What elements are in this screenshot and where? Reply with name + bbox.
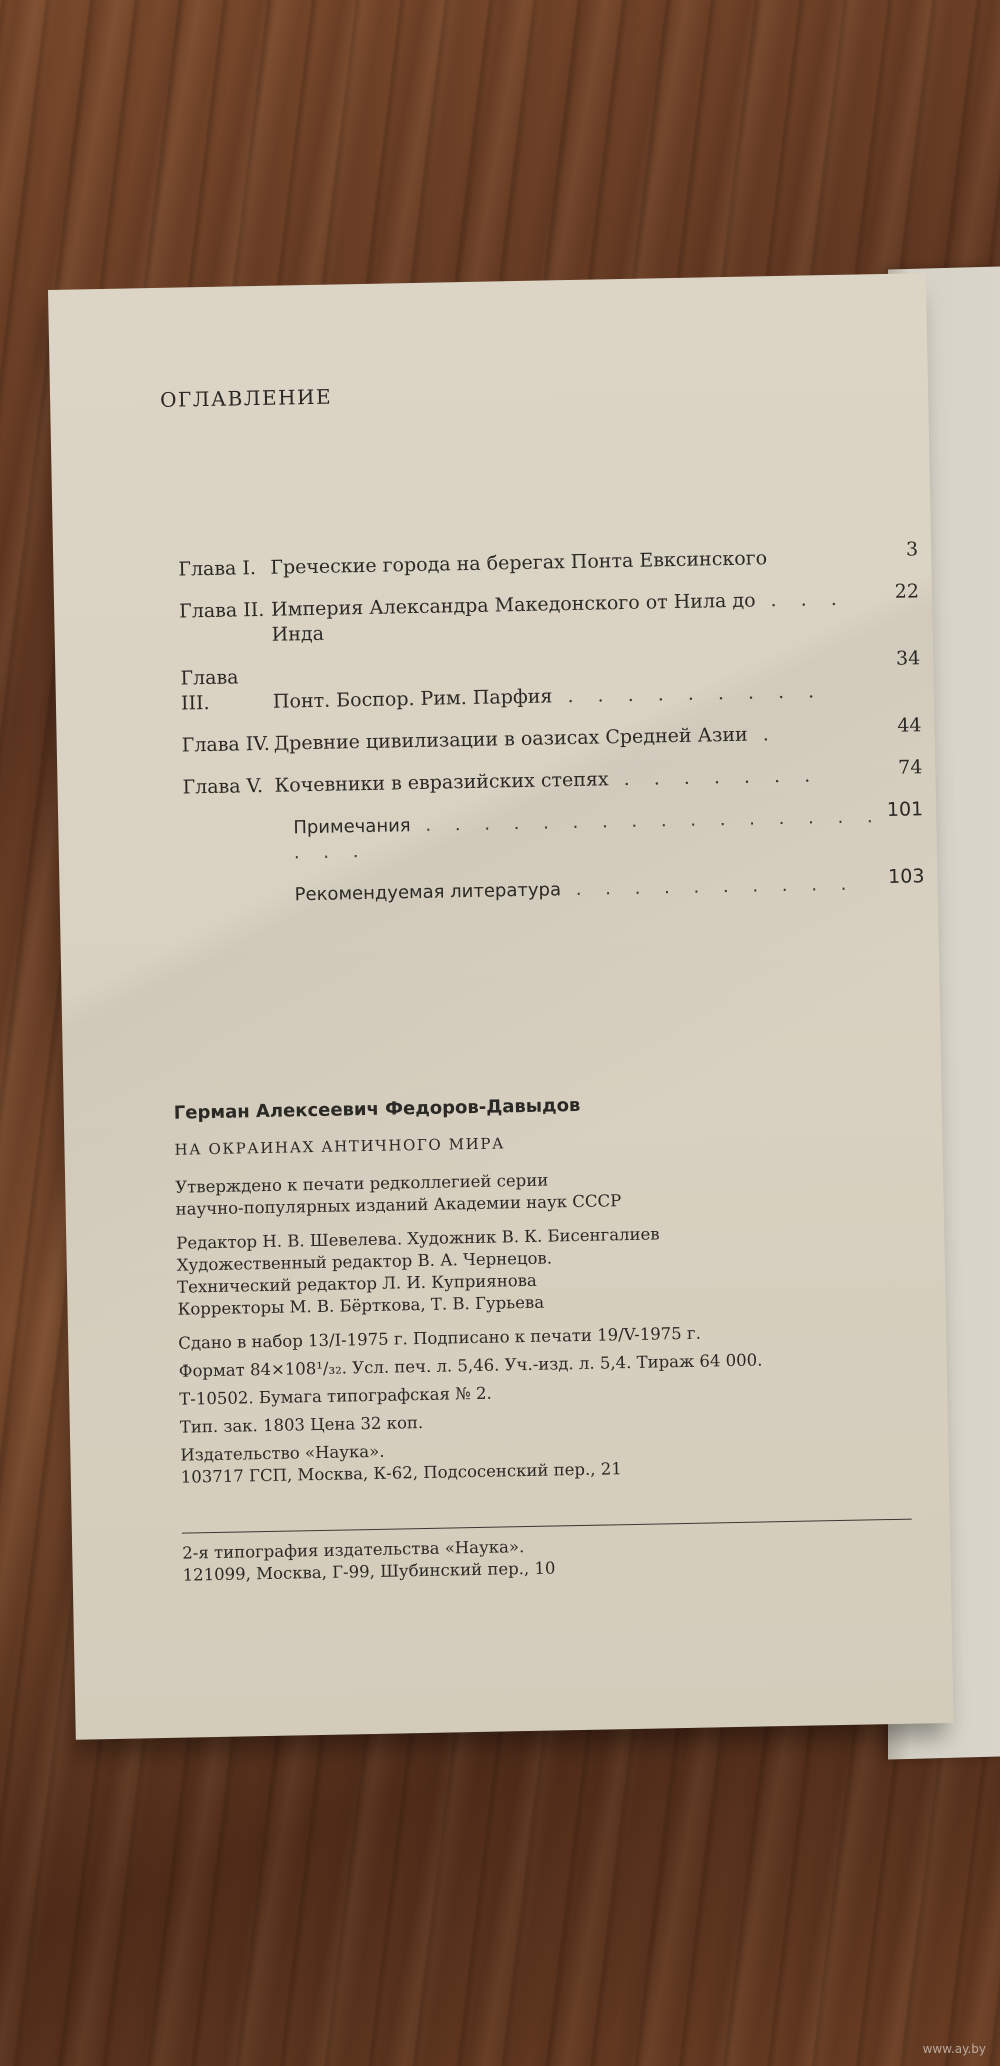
toc-title-continuation: Инда	[271, 622, 325, 646]
book-page	[48, 273, 954, 1740]
printer-block	[182, 1536, 556, 1587]
toc-chapter: Глава III.	[180, 666, 239, 715]
toc-leader-dots: . . . . . . . . . .	[560, 873, 856, 901]
toc-chapter: Глава IV.	[181, 732, 270, 757]
toc-row-3	[180, 647, 921, 717]
toc-heading: ОГЛАВЛЕНИЕ	[159, 384, 333, 412]
toc-title: Рекомендуемая литература	[294, 879, 562, 906]
toc-title: Греческие города на берегах Понта Евксинского	[270, 547, 768, 579]
toc-title: Кочевники в евразийских степях	[274, 768, 609, 797]
toc-title: Понт. Боспор. Рим. Парфия	[272, 685, 553, 713]
publisher-address: 103717 ГСП, Москва, К-62, Подсосенский пер., 21	[180, 1459, 622, 1487]
toc-leader-dots: . . . . . . . . .	[552, 680, 824, 708]
print-details	[178, 1319, 901, 1489]
imprint-block	[174, 1089, 902, 1501]
toc-chapter: Глава V.	[182, 774, 264, 799]
staff-credits	[176, 1219, 898, 1321]
toc-page: 22	[894, 580, 920, 603]
paper-line: Т-10502. Бумага типографская № 2.	[179, 1383, 492, 1409]
divider-rule	[182, 1519, 912, 1534]
toc-row-4	[181, 714, 922, 759]
toc-chapter: Глава I.	[178, 557, 257, 581]
toc-page: 44	[897, 714, 922, 737]
toc-page: 101	[886, 798, 924, 821]
book-title: НА ОКРАИНАХ АНТИЧНОГО МИРА	[174, 1134, 506, 1159]
toc-title: Империя Александра Македонского от Нила до	[270, 589, 756, 621]
toc-chapter: Глава II.	[178, 598, 265, 623]
toc-page: 34	[895, 647, 921, 670]
toc-page: 74	[897, 756, 923, 779]
toc-leader-dots: . . . . . . .	[608, 764, 820, 791]
toc-leader-dots: . . . . . . . . . . . . . . . . . . .	[293, 806, 882, 864]
toc-leader-dots: . . .	[755, 587, 846, 612]
author-name: Герман Алексеевич Федоров-Давыдов	[173, 1094, 581, 1124]
format-line: Формат 84×108¹/₃₂. Усл. печ. л. 5,46. Уч.-изд. л. 5,4. Тираж 64 000.	[178, 1350, 763, 1381]
art-editor-line: Художественный редактор В. А. Чернецов.	[176, 1248, 553, 1275]
printer-line-1: 2-я типография издательства «Наука».	[182, 1537, 525, 1563]
toc-page: 103	[887, 865, 925, 888]
printer-line-2: 121099, Москва, Г-99, Шубинский пер., 10	[182, 1558, 556, 1585]
toc-row-1	[178, 538, 919, 583]
toc-page: 3	[905, 538, 919, 561]
editor-line: Редактор Н. В. Шевелева. Художник В. К. Бисенгалиев	[176, 1224, 660, 1253]
toc-row-5	[182, 756, 923, 801]
toc-row-2	[178, 580, 920, 650]
approval-line-1: Утверждено к печати редколлегией серии	[175, 1170, 549, 1197]
toc-title: Древние цивилизации в оазисах Средней Азии	[273, 723, 748, 755]
toc-row-literature	[184, 865, 925, 910]
correctors-line: Корректоры М. В. Бёрткова, Т. В. Гурьева	[177, 1292, 545, 1319]
submitted-line: Сдано в набор 13/I-1975 г. Подписано к печати 19/V-1975 г.	[178, 1323, 702, 1353]
approval-line-2: научно-популярных изданий Академии наук СССР	[175, 1191, 622, 1219]
publisher-line: Издательство «Наука».	[180, 1441, 385, 1465]
tech-editor-line: Технический редактор Л. И. Куприянова	[176, 1270, 537, 1297]
watermark: www.ay.by	[922, 2042, 986, 2056]
toc-row-notes	[183, 798, 924, 868]
toc-title: Примечания	[293, 815, 411, 839]
approval-note	[175, 1163, 896, 1221]
toc-leader-dots: .	[747, 723, 778, 746]
table-of-contents	[178, 538, 925, 927]
order-line: Тип. зак. 1803 Цена 32 коп.	[179, 1413, 424, 1437]
